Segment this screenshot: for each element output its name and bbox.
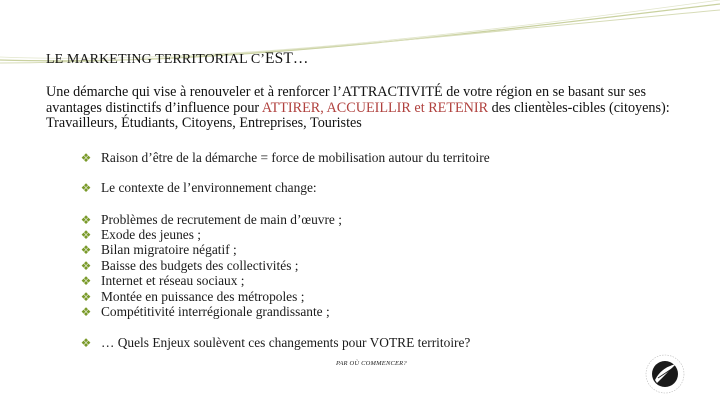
diamond-bullet-icon: ❖ — [80, 336, 92, 350]
list-item: ❖ Le contexte de l’environnement change: — [80, 180, 317, 195]
diamond-bullet-icon: ❖ — [80, 258, 92, 273]
bullet-list-purpose — [80, 150, 490, 166]
diamond-bullet-icon: ❖ — [80, 228, 92, 243]
list-item: ❖ Montée en puissance des métropoles ; — [80, 288, 305, 304]
diamond-bullet-icon: ❖ — [80, 151, 92, 165]
list-item: ❖ Bilan migratoire négatif ; — [80, 242, 237, 258]
diamond-bullet-icon: ❖ — [80, 212, 92, 227]
list-item: ❖ Baisse des budgets des collectivités ; — [80, 257, 299, 273]
list-item: ❖ Internet et réseau sociaux ; — [80, 273, 245, 289]
diamond-bullet-icon: ❖ — [80, 274, 92, 289]
circular-logo-icon — [640, 350, 690, 396]
list-item: ❖ … Quels Enjeux soulèvent ces changements pour VOTRE territoire? — [80, 335, 471, 350]
footnote: PAR OÙ COMMENCER? — [336, 360, 407, 367]
list-item: ❖ Compétitivité interrégionale grandissante ; — [80, 304, 330, 320]
bullet-list-question — [80, 335, 470, 351]
bullet-list-changes — [80, 212, 342, 320]
diamond-bullet-icon: ❖ — [80, 305, 92, 320]
diamond-bullet-icon: ❖ — [80, 243, 92, 258]
list-item: ❖ Problèmes de recrutement de main d’œuvre ; — [80, 211, 342, 227]
bullet-list-context — [80, 180, 317, 196]
diamond-bullet-icon: ❖ — [80, 181, 92, 195]
page-title: LE MARKETING TERRITORIAL C’EST… — [46, 50, 309, 67]
list-item: ❖ Exode des jeunes ; — [80, 227, 202, 243]
highlight-text: ATTIRER, ACCUEILLIR et RETENIR — [261, 99, 489, 116]
intro-paragraph: Une démarche qui vise à renouveler et à renforcer l’ATTRACTIVITÉ de votre région en se basant sur ses avantages distinctifs d’influence pour ATTIRER, ACCUEILLIR et RETENIR des clientèles-cibles (citoyens): Travailleurs, Étudiants, Citoyens, Entreprises, Touristes — [46, 84, 670, 131]
list-item: ❖ Raison d’être de la démarche = force de mobilisation autour du territoire — [80, 150, 490, 165]
diamond-bullet-icon: ❖ — [80, 289, 92, 304]
